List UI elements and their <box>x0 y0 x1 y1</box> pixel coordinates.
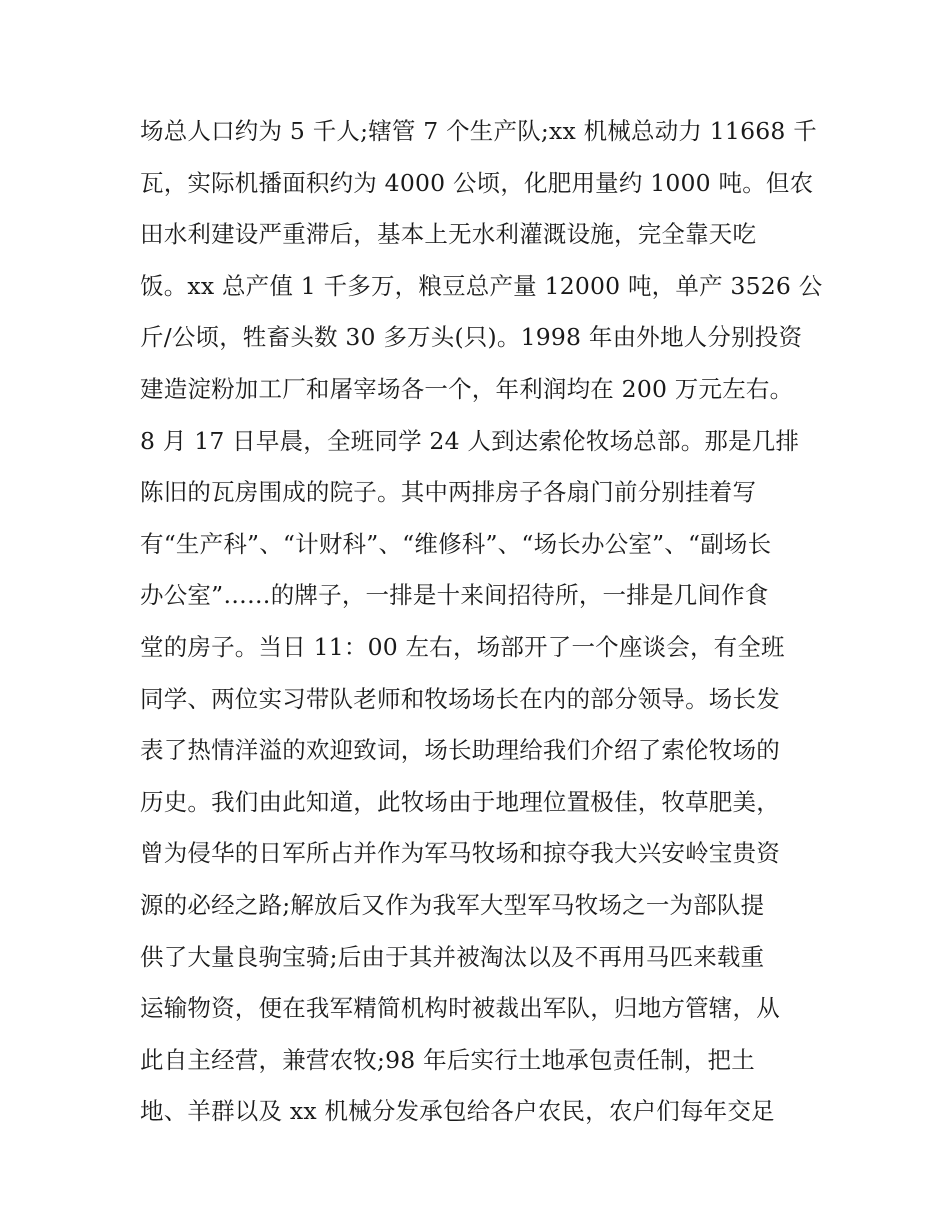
text-line-10: 办公室”……的牌子，一排是十来间招待所，一排是几间作食 <box>140 581 769 610</box>
text-line-17: 供了大量良驹宝骑;后由于其并被淘汰以及不再用马匹来载重 <box>140 942 765 971</box>
text-line-20: 地、羊群以及 xx 机械分发承包给各户农民，农户们每年交足 <box>140 1097 775 1126</box>
text-line-19: 此自主经营，兼营农牧;98 年后实行土地承包责任制，把土 <box>140 1045 755 1074</box>
text-line-14: 历史。我们由此知道，此牧场由于地理位置极佳，牧草肥美， <box>140 787 780 816</box>
text-line-13: 表了热情洋溢的欢迎致词，场长助理给我们介绍了索伦牧场的 <box>140 736 780 765</box>
text-line-16: 源的必经之路;解放后又作为我军大型军马牧场之一为部队提 <box>140 890 765 919</box>
text-line-9: 有“生产科”、“计财科”、“维修科”、“场长办公室”、“副场长 <box>140 529 772 558</box>
text-line-15: 曾为侵华的日军所占并作为军马牧场和掠夺我大兴安岭宝贵资 <box>140 839 780 868</box>
text-line-7: 8 月 17 日早晨，全班同学 24 人到达索伦牧场总部。那是几排 <box>140 426 800 455</box>
text-line-2: 瓦，实际机播面积约为 4000 公顷，化肥用量约 1000 吨。但农 <box>140 168 814 197</box>
text-line-8: 陈旧的瓦房围成的院子。其中两排房子各扇门前分别挂着写 <box>140 478 757 507</box>
text-line-12: 同学、两位实习带队老师和牧场场长在内的部分领导。场长发 <box>140 684 780 713</box>
text-line-18: 运输物资，便在我军精简机构时被裁出军队，归地方管辖，从 <box>140 994 780 1023</box>
body-text <box>140 106 823 1138</box>
text-line-1: 场总人口约为 5 千人;辖管 7 个生产队;xx 机械总动力 11668 千 <box>140 117 817 145</box>
text-line-6: 建造淀粉加工厂和屠宰场各一个，年利润均在 200 万元左右。 <box>140 374 794 403</box>
text-line-3: 田水利建设严重滞后，基本上无水利灌溉设施，完全靠天吃 <box>140 220 757 249</box>
text-line-5: 斤/公顷，牲畜头数 30 多万头(只)。1998 年由外地人分别投资 <box>140 323 803 352</box>
text-line-11: 堂的房子。当日 11：00 左右，场部开了一个座谈会，有全班 <box>140 632 785 661</box>
text-line-4: 饭。xx 总产值 1 千多万，粮豆总产量 12000 吨，单产 3526 公 <box>140 271 823 300</box>
